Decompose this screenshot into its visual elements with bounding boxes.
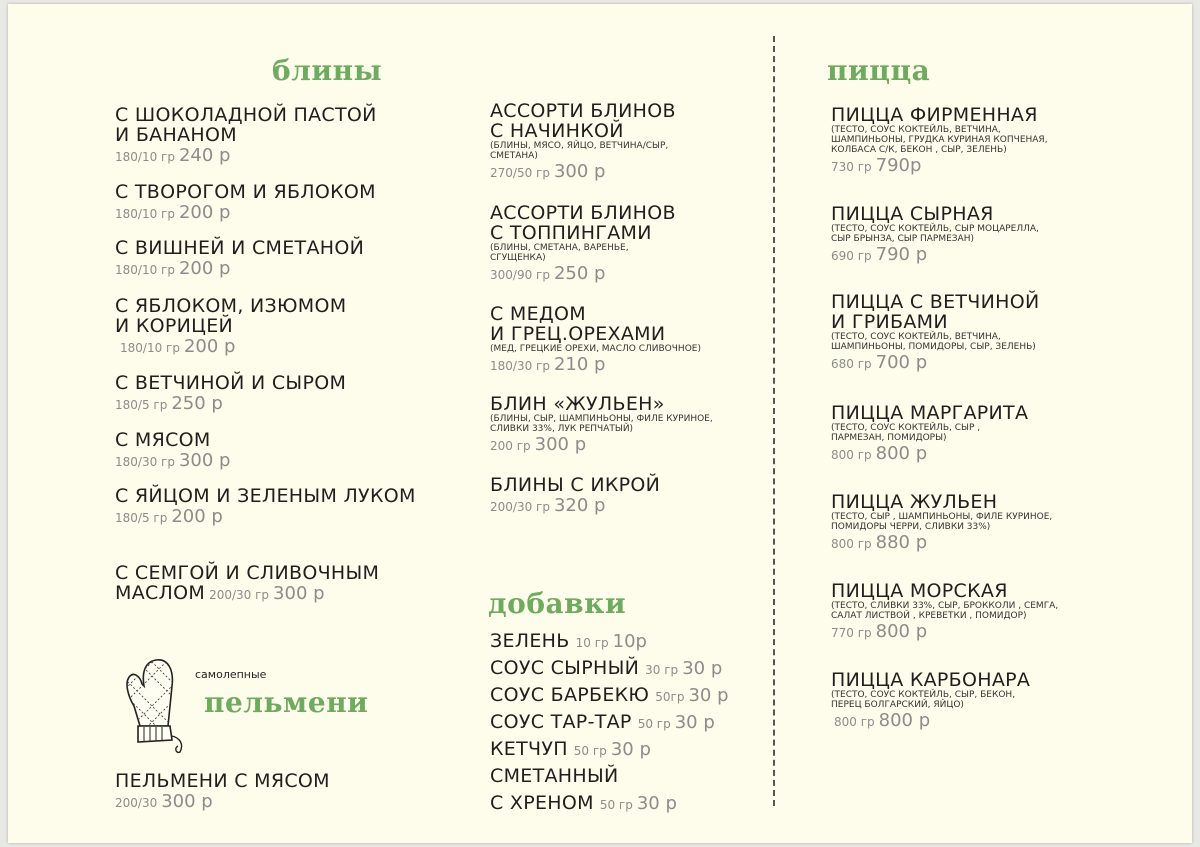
list-item bbox=[115, 373, 346, 414]
item-price-row bbox=[115, 506, 416, 527]
item-weight: 680 гр bbox=[831, 357, 872, 371]
item-price: 30 р bbox=[688, 685, 729, 706]
item-description-line2: СЫР БРЫНЗА, СЫР ПАРМЕЗАН) bbox=[831, 234, 974, 244]
list-item bbox=[490, 304, 701, 375]
item-description-line2: СЛИВКИ 33%, ЛУК РЕПЧАТЫЙ) bbox=[490, 424, 634, 434]
list-item bbox=[490, 631, 729, 658]
list-item bbox=[115, 430, 230, 471]
item-price: 800 р bbox=[875, 621, 928, 642]
item-name: СМЕТАННЫЙ bbox=[490, 765, 619, 787]
item-name: С ЯЙЦОМ И ЗЕЛЕНЫМ ЛУКОМ bbox=[115, 485, 416, 507]
list-item bbox=[490, 475, 660, 516]
item-price: 300 р bbox=[161, 791, 213, 812]
item-price: 200 р bbox=[183, 336, 236, 357]
menu-page bbox=[8, 4, 1192, 843]
item-weight: 180/10 гр bbox=[115, 150, 175, 164]
list-item bbox=[831, 105, 1048, 176]
item-name-line2: С НАЧИНКОЙ bbox=[490, 120, 624, 142]
item-price-row bbox=[831, 621, 1058, 642]
item-price: 300 р bbox=[534, 434, 587, 455]
item-name: С ВИШНЕЙ И СМЕТАНОЙ bbox=[115, 237, 365, 259]
item-name: С ТВОРОГОМ И ЯБЛОКОМ bbox=[115, 181, 376, 203]
item-price: 10р bbox=[612, 631, 647, 652]
dobavki-list bbox=[490, 631, 729, 820]
item-price-row bbox=[115, 450, 230, 471]
item-description: (ТЕСТО, СОУС КОКТЕЙЛЬ, СЫР МОЦАРЕЛЛА, bbox=[831, 224, 1039, 234]
item-description-line2: ШАМПИНЬОНЫ, ГРУДКА КУРИНАЯ КОПЧЕНАЯ, bbox=[831, 135, 1048, 145]
item-weight: 800 гр bbox=[834, 715, 875, 729]
list-item bbox=[115, 182, 376, 223]
item-description: (МЕД, ГРЕЦКИЕ ОРЕХИ, МАСЛО СЛИВОЧНОЕ) bbox=[490, 344, 701, 354]
item-price-row bbox=[831, 244, 1039, 265]
list-item bbox=[831, 670, 1030, 731]
item-name-line2: И БАНАНОМ bbox=[115, 124, 237, 146]
list-item bbox=[490, 712, 729, 739]
item-weight: 180/5 гр bbox=[115, 511, 168, 525]
item-weight: 690 гр bbox=[831, 249, 872, 263]
item-description: (ТЕСТО, СОУС КОКТЕЙЛЬ, СЫР, БЕКОН, bbox=[831, 690, 1016, 700]
item-name-line2: И ГРИБАМИ bbox=[831, 311, 948, 333]
item-description: (ТЕСТО, СЫР , ШАМПИНЬОНЫ, ФИЛЕ КУРИНОЕ, bbox=[831, 512, 1053, 522]
item-description: (ТЕСТО, СОУС КОКТЕЙЛЬ, ВЕТЧИНА, bbox=[831, 125, 1001, 135]
item-description: (ТЕСТО, СОУС КОКТЕЙЛЬ, ВЕТЧИНА, bbox=[831, 332, 1001, 342]
item-weight: 10 гр bbox=[575, 636, 609, 650]
item-name: С ЯБЛОКОМ, ИЗЮМОМ bbox=[115, 295, 347, 317]
item-price: 300 р bbox=[178, 450, 231, 471]
item-description-line3: КОЛБАСА С/К, БЕКОН , СЫР, ЗЕЛЕНЬ) bbox=[831, 145, 1007, 155]
list-item bbox=[831, 492, 1052, 553]
item-price: 800 р bbox=[875, 443, 928, 464]
item-name: СОУС БАРБЕКЮ bbox=[490, 684, 650, 706]
item-price-row bbox=[831, 710, 1030, 731]
item-name: БЛИН «ЖУЛЬЕН» bbox=[490, 393, 665, 415]
item-price-row bbox=[831, 155, 1048, 176]
item-name: С МЕДОМ bbox=[490, 303, 586, 325]
item-price: 800 р bbox=[878, 710, 931, 731]
item-name: АССОРТИ БЛИНОВ bbox=[490, 202, 676, 224]
item-name-line2: И ГРЕЦ.ОРЕХАМИ bbox=[490, 323, 666, 345]
list-item bbox=[490, 394, 713, 455]
item-price: 880 р bbox=[875, 532, 928, 553]
item-price: 250 р bbox=[553, 263, 606, 284]
item-price-row bbox=[115, 393, 346, 414]
item-weight: 200/30 гр bbox=[209, 588, 270, 602]
list-item bbox=[115, 563, 379, 604]
item-description-line2: ПЕРЕЦ БОЛГАРСКИЙ, ЯЙЦО) bbox=[831, 700, 964, 710]
mitten-icon bbox=[122, 656, 190, 756]
list-item bbox=[490, 766, 729, 793]
item-price: 200 р bbox=[178, 258, 231, 279]
item-weight: 730 гр bbox=[831, 160, 872, 174]
item-name: АССОРТИ БЛИНОВ bbox=[490, 100, 676, 122]
item-price-row bbox=[115, 791, 330, 812]
item-price: 250 р bbox=[171, 393, 223, 414]
item-name: ПИЦЦА С ВЕТЧИНОЙ bbox=[831, 291, 1040, 313]
item-name-line2: МАСЛОМ bbox=[115, 582, 206, 604]
item-weight: 800 гр bbox=[831, 537, 872, 551]
item-price: 30 р bbox=[636, 793, 677, 814]
item-name: С МЯСОМ bbox=[115, 429, 211, 451]
item-price: 300 р bbox=[553, 161, 606, 182]
item-weight: 200 гр bbox=[490, 439, 531, 453]
item-price-row bbox=[115, 202, 376, 223]
item-weight: 800 гр bbox=[831, 448, 872, 462]
item-name: ПИЦЦА МОРСКАЯ bbox=[831, 580, 1008, 602]
item-price-row bbox=[490, 161, 676, 182]
item-description-line2: СМЕТАНА) bbox=[490, 151, 538, 161]
item-price: 790 р bbox=[875, 244, 928, 265]
list-item bbox=[831, 292, 1039, 373]
item-price: 200 р bbox=[171, 506, 223, 527]
item-weight: 50 гр bbox=[573, 744, 607, 758]
item-description: (ТЕСТО, СЛИВКИ 33%, СЫР, БРОККОЛИ , СЕМГА, bbox=[831, 601, 1059, 611]
item-price: 320 р bbox=[553, 495, 606, 516]
item-weight: 180/10 гр bbox=[120, 341, 180, 355]
item-price-row bbox=[831, 532, 1052, 553]
item-description-line2: СГУЩЕНКА) bbox=[490, 253, 546, 263]
list-item bbox=[490, 685, 729, 712]
item-price-row bbox=[115, 145, 377, 166]
item-name: ПЕЛЬМЕНИ С МЯСОМ bbox=[115, 770, 330, 792]
list-item bbox=[115, 771, 330, 812]
item-name: ПИЦЦА МАРГАРИТА bbox=[831, 402, 1029, 424]
item-weight: 180/10 гр bbox=[115, 263, 175, 277]
item-price: 30 р bbox=[610, 739, 651, 760]
item-name-row bbox=[115, 583, 379, 604]
item-description: (БЛИНЫ, СМЕТАНА, ВАРЕНЬЕ, bbox=[490, 243, 629, 253]
item-price-row bbox=[115, 336, 346, 357]
item-weight: 770 гр bbox=[831, 626, 872, 640]
item-price: 700 р bbox=[875, 352, 928, 373]
item-weight: 200/30 bbox=[115, 796, 158, 810]
list-item bbox=[115, 105, 377, 166]
item-description-line2: ШАМПИНЬОНЫ, ПОМИДОРЫ, СЫР, ЗЕЛЕНЬ) bbox=[831, 342, 1036, 352]
item-name: БЛИНЫ С ИКРОЙ bbox=[490, 474, 661, 496]
item-name: ПИЦЦА КАРБОНАРА bbox=[831, 669, 1031, 691]
list-item bbox=[490, 793, 729, 820]
item-price-row bbox=[490, 354, 701, 375]
item-name: С СЕМГОЙ И СЛИВОЧНЫМ bbox=[115, 562, 380, 584]
item-price-row bbox=[831, 443, 1028, 464]
item-weight: 180/30 гр bbox=[115, 455, 175, 469]
item-name: С ХРЕНОМ bbox=[490, 792, 594, 814]
item-name: КЕТЧУП bbox=[490, 738, 568, 760]
list-item bbox=[115, 486, 416, 527]
item-name: ПИЦЦА ФИРМЕННАЯ bbox=[831, 104, 1038, 126]
item-name: С ВЕТЧИНОЙ И СЫРОМ bbox=[115, 372, 347, 394]
item-price-row bbox=[490, 434, 713, 455]
list-item bbox=[115, 238, 364, 279]
dobavki-title: добавки bbox=[488, 587, 627, 620]
item-price-row bbox=[490, 263, 676, 284]
item-name-line2: И КОРИЦЕЙ bbox=[115, 315, 234, 337]
item-price: 30 р bbox=[682, 658, 723, 679]
item-price-row bbox=[490, 495, 660, 516]
item-name: СОУС СЫРНЫЙ bbox=[490, 657, 640, 679]
item-weight: 200/30 гр bbox=[490, 500, 550, 514]
item-weight: 50 гр bbox=[599, 798, 633, 812]
item-price: 790р bbox=[875, 155, 922, 176]
item-weight: 300/90 гр bbox=[490, 268, 550, 282]
pelmeni-title: пельмени bbox=[204, 686, 369, 719]
item-name-line2: С ТОППИНГАМИ bbox=[490, 222, 652, 244]
list-item bbox=[490, 101, 676, 182]
item-name: ПИЦЦА ЖУЛЬЕН bbox=[831, 491, 998, 513]
item-price-row bbox=[115, 258, 364, 279]
item-price: 240 р bbox=[178, 145, 231, 166]
item-description-line2: ПОМИДОРЫ ЧЕРРИ, СЛИВКИ 33%) bbox=[831, 522, 991, 532]
list-item bbox=[490, 658, 729, 685]
item-weight: 180/10 гр bbox=[115, 207, 175, 221]
item-weight: 180/5 гр bbox=[115, 398, 168, 412]
item-weight: 50 гр bbox=[637, 717, 671, 731]
item-name: ПИЦЦА СЫРНАЯ bbox=[831, 203, 994, 225]
list-item bbox=[831, 581, 1058, 642]
item-price: 200 р bbox=[178, 202, 231, 223]
list-item bbox=[490, 739, 729, 766]
list-item bbox=[115, 296, 346, 357]
item-description-line2: ПАРМЕЗАН, ПОМИДОРЫ) bbox=[831, 433, 947, 443]
item-name: С ШОКОЛАДНОЙ ПАСТОЙ bbox=[115, 104, 377, 126]
item-name: ЗЕЛЕНЬ bbox=[490, 630, 570, 652]
item-weight: 180/30 гр bbox=[490, 359, 550, 373]
item-price-row bbox=[831, 352, 1039, 373]
item-price: 30 р bbox=[674, 712, 715, 733]
pizza-title: пицца bbox=[827, 54, 931, 87]
item-description: (БЛИНЫ, СЫР, ШАМПИНЬОНЫ, ФИЛЕ КУРИНОЕ, bbox=[490, 414, 713, 424]
item-description: (БЛИНЫ, МЯСО, ЯЙЦО, ВЕТЧИНА/СЫР, bbox=[490, 141, 669, 151]
list-item bbox=[490, 203, 676, 284]
item-weight: 30 гр bbox=[645, 663, 679, 677]
bliny-title: блины bbox=[272, 54, 383, 87]
item-price: 300 р bbox=[273, 583, 325, 604]
item-description: (ТЕСТО, СОУС КОКТЕЙЛЬ, СЫР , bbox=[831, 423, 981, 433]
pelmeni-subtitle: самолепные bbox=[195, 668, 267, 681]
list-item bbox=[831, 403, 1028, 464]
item-price: 210 р bbox=[553, 354, 606, 375]
item-name: СОУС ТАР-ТАР bbox=[490, 711, 632, 733]
item-description-line2: САЛАТ ЛИСТВОЙ , КРЕВЕТКИ , ПОМИДОР) bbox=[831, 611, 1027, 621]
item-weight: 270/50 гр bbox=[490, 166, 550, 180]
item-weight: 50гр bbox=[655, 690, 685, 704]
list-item bbox=[831, 204, 1039, 265]
column-divider bbox=[773, 36, 775, 806]
